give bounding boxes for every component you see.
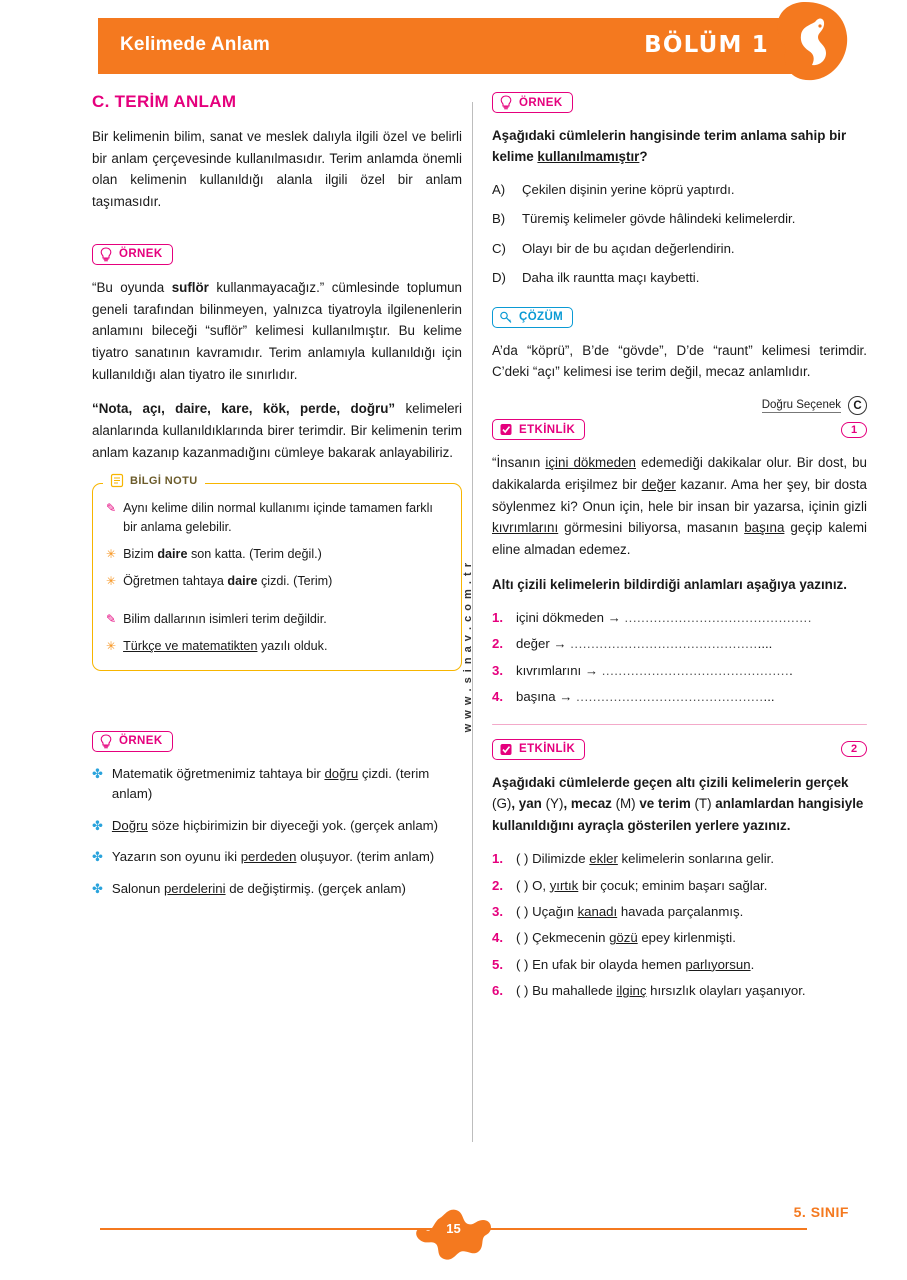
flower-icon: ✤ bbox=[92, 849, 103, 865]
etkinlik-number: 2 bbox=[841, 741, 867, 757]
item-text: ( ) O, yırtık bir çocuk; eminim başarı sağlar. bbox=[516, 877, 768, 893]
activity1-passage: “İnsanın içini dökmeden edemediği dakikalar olur. Bir dost, bu dakikalarda erişilmez bir değer kazanır. Ama her şey, bir dosta söylenmez ki? Onun için, hele bir insan bir yazarsa, içinin gizli kıvrımlarını görmesini biliyorsa, masanın başına geçip kalemi eline almadan edemez. bbox=[492, 455, 867, 557]
page-number: 15 bbox=[446, 1221, 461, 1236]
ornek-label-text: ÖRNEK bbox=[119, 735, 163, 748]
activity2-item[interactable] bbox=[492, 927, 867, 948]
flower-icon: ✤ bbox=[92, 880, 103, 896]
page-footer bbox=[0, 1204, 907, 1252]
item-text: değer → ................................................. bbox=[516, 636, 773, 652]
option-a[interactable] bbox=[492, 180, 867, 200]
item-number: 4. bbox=[492, 930, 503, 946]
item-number: 2. bbox=[492, 877, 503, 893]
etkinlik-1-header bbox=[492, 419, 867, 440]
etkinlik-label-2 bbox=[492, 739, 585, 760]
answer-key bbox=[492, 396, 867, 415]
example-paragraph-2 bbox=[92, 398, 462, 463]
etkinlik-2-header bbox=[492, 739, 867, 760]
etkinlik-number: 1 bbox=[841, 422, 867, 438]
cozum-label bbox=[492, 307, 573, 328]
ex1-bold: suflör bbox=[171, 279, 209, 295]
intro-paragraph: Bir kelimenin bilim, sanat ve meslek dalıyla ilgili özel ve belirli bir anlam çerçevesinde kullanılmasıdır. Terim anlamda önemli olan kelimenin kullanıldığı alanla ilgili özel bir anlam taşımasıdır. bbox=[92, 129, 462, 210]
item-text: kıvrımlarını → .............................................. bbox=[516, 662, 793, 678]
option-label: A) bbox=[492, 181, 506, 197]
item-text: ( ) Bu mahallede ilginç hırsızlık olayları yaşanıyor. bbox=[516, 983, 806, 999]
bulb-icon bbox=[99, 734, 113, 749]
page-title: Kelimede Anlam bbox=[120, 34, 270, 55]
bilgi-notu-label bbox=[103, 473, 205, 488]
bilgi-notu-text: BİLGİ NOTU bbox=[130, 474, 198, 487]
kangaroo-icon bbox=[771, 0, 849, 84]
ornek-label-text: ÖRNEK bbox=[519, 96, 563, 109]
ornek-label-2 bbox=[92, 731, 173, 752]
option-label: C) bbox=[492, 240, 506, 256]
activity2-item[interactable] bbox=[492, 901, 867, 922]
check-icon bbox=[499, 422, 513, 437]
list-item-text: Matematik öğretmenimiz tahtaya bir doğru çizdi. (terim anlam) bbox=[111, 765, 430, 802]
note-icon bbox=[110, 473, 124, 488]
question-stem: Aşağıdaki cümlelerin hangisinde terim anlama sahip bir kelime kullanılmamıştır? bbox=[492, 128, 847, 165]
page-header bbox=[98, 18, 847, 74]
option-label: B) bbox=[492, 211, 506, 227]
item-number: 6. bbox=[492, 983, 503, 999]
item-number: 1. bbox=[492, 851, 503, 867]
bulb-icon bbox=[499, 95, 513, 110]
bilgi-notu-box bbox=[92, 474, 462, 670]
item-number: 2. bbox=[492, 636, 503, 652]
activity2-item[interactable] bbox=[492, 875, 867, 896]
activity1-instruction: Altı çizili kelimelerin bildirdiği anlamları aşağıya yazınız. bbox=[492, 576, 847, 592]
pen-icon: ✎ bbox=[106, 501, 117, 516]
ornek-label-1 bbox=[92, 244, 173, 265]
website-watermark: w w w . s i n a v . c o m . t r bbox=[462, 562, 474, 733]
note-line bbox=[106, 637, 449, 656]
ex2-post: kelimeleri alanlarında kullanıldıklarında birer terimdir. Bir kelimenin terim anlam kazanıp kazanmadığını cümleye bakarak anlayabiliriz. bbox=[92, 401, 462, 460]
activity1-item[interactable] bbox=[492, 633, 867, 654]
grade-label: 5. SINIF bbox=[793, 1204, 849, 1220]
option-text: Daha ilk rauntta maçı kaybetti. bbox=[522, 270, 700, 286]
note-line-text: Türkçe ve matematikten yazılı olduk. bbox=[123, 638, 328, 653]
list-item bbox=[92, 879, 462, 899]
note-line bbox=[106, 610, 449, 629]
flower-icon: ✤ bbox=[92, 765, 103, 781]
note-line bbox=[106, 572, 449, 591]
solution-text: A’da “köprü”, B’de “gövde”, D’de “raunt” kelimesi terimdir. C’deki “açı” kelimesi ise terim değil, mecaz anlamlıdır. bbox=[492, 342, 867, 380]
note-line-text: Aynı kelime dilin normal kullanımı içinde tamamen farklı bir anlama gelebilir. bbox=[123, 501, 433, 535]
activity1-item[interactable] bbox=[492, 686, 867, 707]
note-line-text: Bilim dallarının isimleri terim değildir. bbox=[123, 612, 327, 626]
activity1-item[interactable] bbox=[492, 607, 867, 628]
key-icon bbox=[499, 310, 513, 325]
note-line bbox=[106, 499, 449, 537]
example-paragraph-1 bbox=[92, 277, 462, 386]
option-text: Türemiş kelimeler gövde hâlindeki kelimelerdir. bbox=[522, 211, 796, 227]
item-text: ( ) Çekmecenin gözü epey kirlenmişti. bbox=[516, 930, 736, 946]
list-item bbox=[92, 816, 462, 836]
page-body bbox=[0, 92, 907, 1220]
pen-icon: ✎ bbox=[106, 612, 117, 626]
ornek-label-text: ÖRNEK bbox=[119, 248, 163, 261]
item-text: ( ) Dilimizde ekler kelimelerin sonlarına gelir. bbox=[516, 851, 774, 867]
etkinlik-label-1 bbox=[492, 419, 585, 440]
option-b[interactable] bbox=[492, 209, 867, 229]
cozum-label-text: ÇÖZÜM bbox=[519, 311, 564, 324]
activity2-item[interactable] bbox=[492, 980, 867, 1001]
note-line-text: Öğretmen tahtaya daire çizdi. (Terim) bbox=[123, 574, 333, 589]
star-icon: ✳ bbox=[106, 638, 117, 653]
item-number: 5. bbox=[492, 956, 503, 972]
activity2-item[interactable] bbox=[492, 848, 867, 869]
list-item bbox=[92, 847, 462, 867]
list-item bbox=[92, 764, 462, 805]
chapter-label: BÖLÜM 1 bbox=[644, 32, 769, 58]
ornek-label-3 bbox=[492, 92, 573, 113]
activity2-instruction: Aşağıdaki cümlelerde geçen altı çizili kelimelerin gerçek (G), yan (Y), mecaz (M) ve terim (T) anlamlardan hangisiyle kullanıldığını ayraçla gösterilen yerlere yazınız. bbox=[492, 774, 864, 833]
answer-key-value: C bbox=[848, 396, 867, 415]
right-column bbox=[492, 92, 867, 1007]
list-item-text: Salonun perdelerini de değiştirmiş. (gerçek anlam) bbox=[111, 880, 406, 896]
etkinlik-label-text: ETKİNLİK bbox=[519, 423, 576, 436]
item-number: 4. bbox=[492, 689, 503, 705]
item-text: başına → ................................................ bbox=[516, 689, 775, 705]
item-number: 3. bbox=[492, 662, 503, 678]
footer-rule-left bbox=[100, 1228, 435, 1230]
activity2-item[interactable] bbox=[492, 954, 867, 975]
activity-separator bbox=[492, 724, 867, 725]
item-text: ( ) En ufak bir olayda hemen parlıyorsun. bbox=[516, 956, 755, 972]
section-title: C. TERİM ANLAM bbox=[92, 92, 237, 111]
note-line bbox=[106, 545, 449, 564]
item-number: 3. bbox=[492, 904, 503, 919]
list-item-text: Doğru söze hiçbirimizin bir diyeceği yok. (gerçek anlam) bbox=[111, 817, 439, 833]
option-text: Olayı bir de bu açıdan değerlendirin. bbox=[522, 240, 735, 256]
etkinlik-label-text: ETKİNLİK bbox=[519, 743, 576, 756]
item-text: içini dökmeden → ............................................. bbox=[516, 610, 812, 626]
flower-icon: ✤ bbox=[92, 817, 103, 833]
note-line-text: Bizim daire son katta. (Terim değil.) bbox=[123, 547, 322, 562]
list-item-text: Yazarın son oyunu iki perdeden oluşuyor. (terim anlam) bbox=[111, 849, 435, 865]
item-text: ( ) Uçağın kanadı havada parçalanmış. bbox=[516, 904, 744, 919]
star-icon: ✳ bbox=[106, 574, 117, 589]
ex1-post: kullanmayacağız.” cümlesinde toplumun geneli tarafından bilinmeyen, yalnızca tiyatroyla ilgilenenlerin anlamını bileceği “suflör” kelimesi kullanılmıştır. Bu kelime tiyatro sanatının kavramıdır. Terim anlamıyla kullanıldığı için kullanıldığı alan tiyatro ile sınırlıdır. bbox=[92, 279, 462, 382]
left-column bbox=[92, 92, 462, 910]
option-label: D) bbox=[492, 270, 506, 286]
answer-key-label: Doğru Seçenek bbox=[761, 398, 841, 411]
footer-rule-right bbox=[472, 1228, 807, 1230]
ex2-bold: “Nota, açı, daire, kare, kök, perde, doğru” bbox=[92, 401, 396, 417]
item-number: 1. bbox=[492, 610, 503, 626]
ex1-pre: “Bu oyunda bbox=[92, 279, 172, 295]
option-c[interactable] bbox=[492, 239, 867, 259]
activity1-item[interactable] bbox=[492, 660, 867, 681]
option-d[interactable] bbox=[492, 268, 867, 288]
option-text: Çekilen dişinin yerine köprü yaptırdı. bbox=[522, 181, 735, 197]
check-icon bbox=[499, 742, 513, 757]
bulb-icon bbox=[99, 247, 113, 262]
star-icon: ✳ bbox=[106, 547, 117, 562]
